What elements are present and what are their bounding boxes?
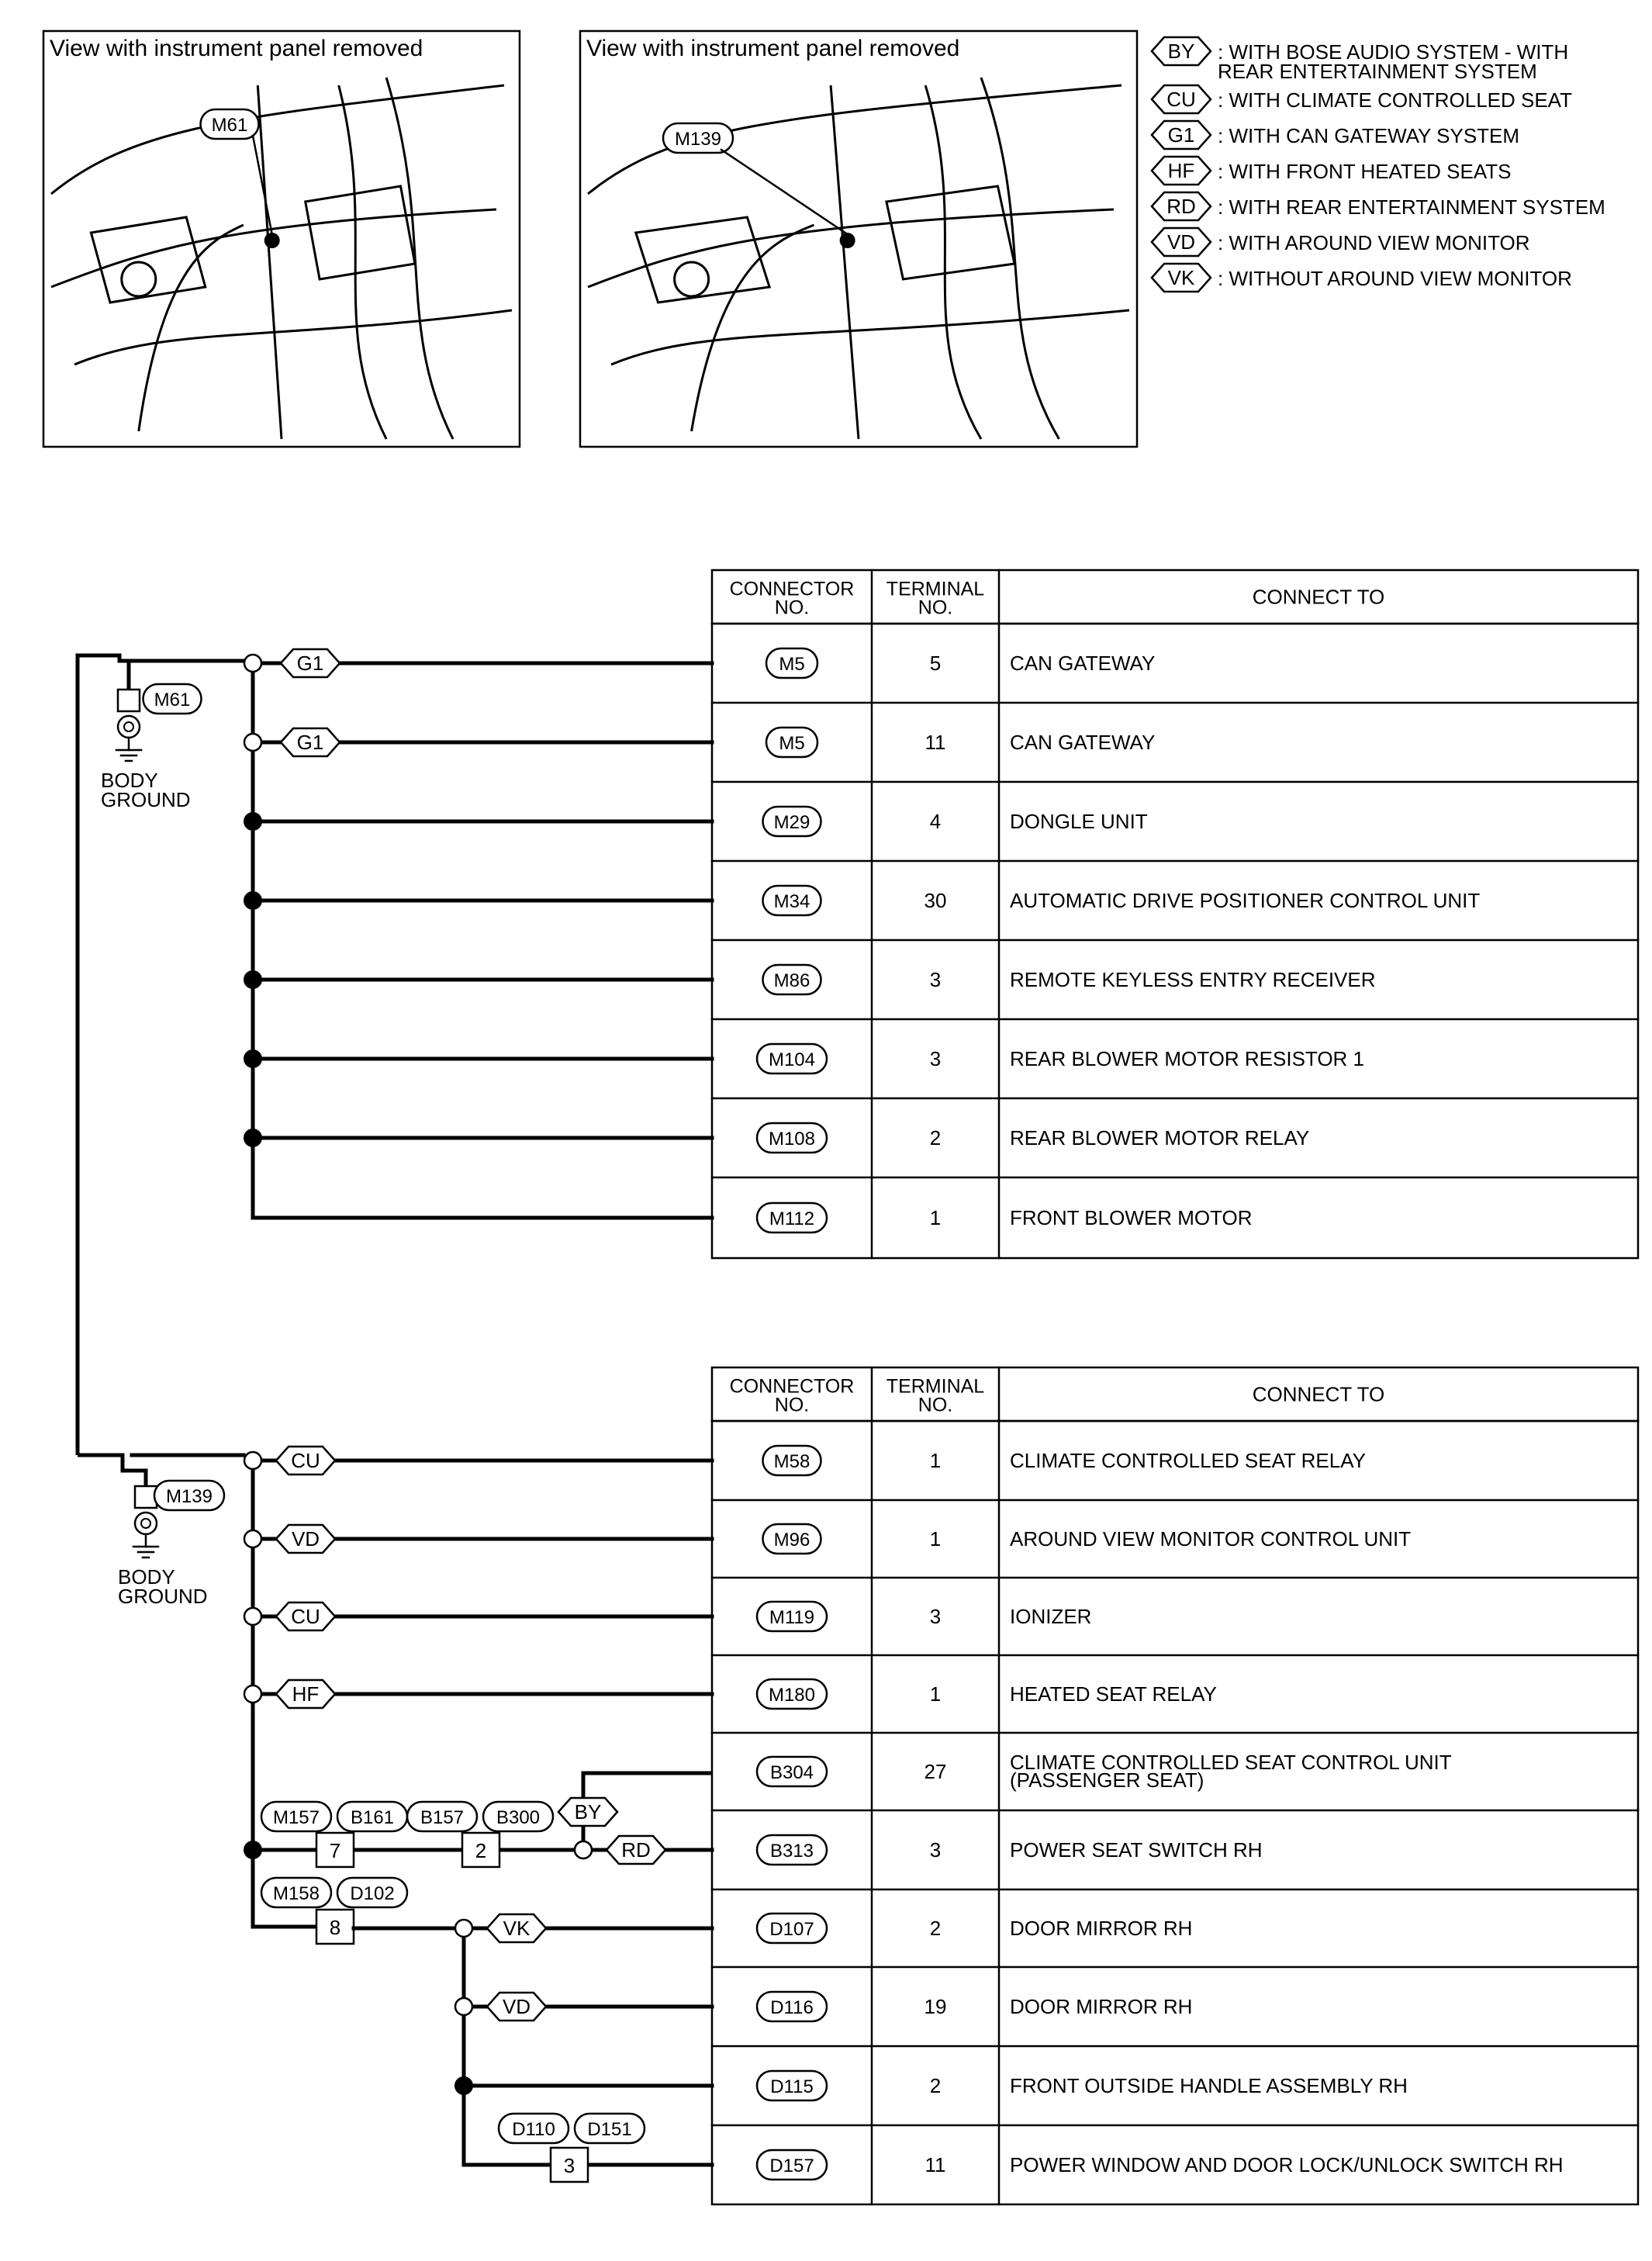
row-terminal: 1	[929, 1449, 942, 1472]
option-code-label: CU	[291, 1605, 320, 1628]
option-code-label: VD	[1166, 230, 1196, 254]
option-code-label: BY	[1167, 40, 1195, 63]
ground-label: GROUND	[101, 788, 191, 811]
option-code-label: VK	[503, 1917, 531, 1940]
connector-id-label: M180	[768, 1685, 816, 1706]
junction-number: 2	[475, 1839, 487, 1862]
table-row	[757, 1914, 1192, 1943]
header-terminal-no: NO.	[918, 1394, 953, 1416]
connector-id-label: D107	[769, 1919, 814, 1940]
lower-wiring	[78, 1447, 712, 2182]
upper-wiring	[78, 649, 712, 1455]
open-splice	[244, 1530, 261, 1547]
table-row	[757, 1044, 1364, 1073]
row-connect-to: HEATED SEAT RELAY	[1010, 1682, 1217, 1706]
header-terminal-no: TERMINAL	[886, 578, 985, 600]
option-code-label: G1	[296, 652, 324, 675]
connector-id-label: M86	[773, 970, 810, 991]
ground-label: BODY	[118, 1565, 175, 1589]
table-row	[757, 1679, 1217, 1709]
photo-frame	[580, 31, 1137, 447]
connector-id-label: D151	[587, 2119, 632, 2140]
connector-id-label: M58	[773, 1451, 810, 1472]
row-connect-to: (PASSENGER SEAT)	[1010, 1768, 1204, 1792]
ground-label: BODY	[101, 769, 158, 792]
table-row	[757, 1203, 1253, 1232]
row-connect-to: POWER WINDOW AND DOOR LOCK/UNLOCK SWITCH RH	[1010, 2153, 1564, 2176]
row-connect-to: IONIZER	[1010, 1605, 1092, 1628]
table-row	[757, 1751, 1452, 1792]
table-row	[763, 886, 1481, 915]
photo-caption: View with instrument panel removed	[586, 36, 960, 61]
body-ground-m61	[101, 684, 202, 811]
row-connect-to: REMOTE KEYLESS ENTRY RECEIVER	[1010, 968, 1376, 991]
row-connect-to: CAN GATEWAY	[1010, 731, 1156, 754]
option-code-label: HF	[1167, 159, 1195, 182]
row-connect-to: CLIMATE CONTROLLED SEAT CONTROL UNIT	[1010, 1751, 1452, 1774]
row-connect-to: REAR BLOWER MOTOR RELAY	[1010, 1126, 1310, 1150]
table-row	[763, 807, 1148, 836]
table-row	[757, 1602, 1091, 1631]
ground-table-1	[712, 570, 1638, 1258]
header-terminal-no: TERMINAL	[886, 1375, 985, 1398]
row-connect-to: CLIMATE CONTROLLED SEAT RELAY	[1010, 1449, 1366, 1472]
connector-id-label: M5	[779, 733, 805, 754]
connector-id-label: D102	[350, 1883, 395, 1904]
solid-splice	[244, 1841, 262, 1859]
connector-id-label: M158	[272, 1883, 320, 1904]
option-code-label: VK	[1167, 266, 1195, 289]
legend-text: : WITH FRONT HEATED SEATS	[1218, 160, 1512, 183]
photo-caption: View with instrument panel removed	[50, 36, 423, 61]
header-terminal-no: NO.	[918, 596, 953, 619]
photo-frame	[43, 31, 520, 447]
row-connect-to: REAR BLOWER MOTOR RESISTOR 1	[1010, 1047, 1365, 1070]
ground-eyelet	[135, 1513, 157, 1534]
row-connect-to: AUTOMATIC DRIVE POSITIONER CONTROL UNIT	[1010, 889, 1481, 912]
open-splice	[244, 1685, 261, 1703]
connector-id-label: M5	[779, 654, 805, 675]
row-terminal: 5	[929, 652, 942, 675]
connector-id-label: M139	[165, 1486, 213, 1507]
row-terminal: 27	[924, 1760, 947, 1783]
connector-id-label: M119	[769, 1607, 815, 1628]
ground-terminal	[135, 1486, 157, 1508]
row-terminal: 2	[929, 2074, 942, 2097]
connector-id-label: M104	[768, 1049, 816, 1070]
legend-text: : WITH AROUND VIEW MONITOR	[1218, 231, 1530, 254]
option-code-label: CU	[1166, 88, 1196, 111]
row-terminal: 19	[924, 1995, 947, 2018]
option-code-label: VD	[502, 1995, 531, 2018]
header-connector-no: NO.	[774, 596, 810, 619]
row-terminal: 11	[924, 731, 946, 754]
legend-text: : WITH REAR ENTERTAINMENT SYSTEM	[1218, 195, 1605, 219]
header-connector-no: CONNECTOR	[729, 578, 855, 600]
row-terminal: 3	[929, 1838, 942, 1862]
option-code-label: G1	[1167, 123, 1195, 147]
ground-eyelet	[124, 722, 133, 731]
table-row	[757, 1992, 1192, 2021]
open-splice	[244, 1608, 261, 1625]
row-terminal: 2	[929, 1917, 942, 1940]
ground-eyelet	[118, 716, 140, 738]
header-connect-to: CONNECT TO	[1252, 585, 1385, 609]
row-connect-to: CAN GATEWAY	[1010, 652, 1156, 675]
open-splice	[455, 1998, 472, 2015]
solid-splice	[244, 812, 262, 831]
option-legend	[1152, 37, 1605, 292]
table-row	[763, 1524, 1412, 1554]
open-splice	[455, 1920, 472, 1937]
legend-text: REAR ENTERTAINMENT SYSTEM	[1218, 60, 1537, 83]
connector-id-label: M61	[154, 690, 191, 710]
connector-id-label: D115	[770, 2076, 814, 2097]
open-splice	[575, 1841, 592, 1858]
junction-number: 7	[329, 1839, 341, 1862]
legend-text: : WITHOUT AROUND VIEW MONITOR	[1218, 267, 1572, 290]
solid-splice	[454, 2076, 473, 2095]
ground-terminal	[118, 690, 140, 711]
body-ground-m139	[118, 1481, 224, 1608]
connector-id-label: M108	[768, 1129, 816, 1150]
connector-id-label: M34	[773, 891, 810, 912]
table-frame	[712, 570, 1638, 1258]
ground-eyelet	[141, 1519, 150, 1528]
option-code-label: RD	[1166, 195, 1196, 218]
header-connect-to: CONNECT TO	[1252, 1382, 1385, 1406]
photo-panel-left	[43, 31, 520, 447]
table-row	[763, 1446, 1366, 1475]
legend-text: : WITH CAN GATEWAY SYSTEM	[1218, 124, 1520, 147]
row-terminal: 3	[929, 1047, 942, 1070]
option-code-label: BY	[574, 1800, 602, 1824]
row-terminal: 3	[929, 1605, 942, 1628]
table-row	[757, 2071, 1408, 2100]
connector-id-label: B313	[769, 1841, 814, 1862]
row-terminal: 1	[929, 1527, 942, 1551]
legend-text: : WITH CLIMATE CONTROLLED SEAT	[1218, 88, 1572, 112]
connector-id-label: D157	[769, 2156, 814, 2176]
table-row	[757, 2150, 1564, 2180]
connector-id-label: M112	[769, 1208, 815, 1229]
solid-splice	[244, 970, 262, 989]
connector-id-label: D116	[770, 1997, 814, 2018]
header-connector-no: NO.	[774, 1394, 810, 1416]
option-code-label: CU	[291, 1449, 320, 1472]
junction-number: 8	[329, 1916, 341, 1939]
row-connect-to: AROUND VIEW MONITOR CONTROL UNIT	[1010, 1527, 1412, 1551]
open-splice	[244, 1452, 261, 1469]
row-terminal: 1	[929, 1206, 942, 1229]
connector-id-label: D110	[512, 2119, 555, 2140]
row-terminal: 1	[929, 1682, 942, 1706]
ground-table-2	[712, 1367, 1638, 2204]
junction-number: 3	[563, 2154, 575, 2177]
solid-splice	[244, 1049, 262, 1068]
connector-id-label: B300	[496, 1807, 541, 1828]
ground-label: GROUND	[118, 1585, 208, 1608]
connector-id-label: B161	[350, 1807, 395, 1828]
connector-id-label: M139	[674, 129, 722, 150]
row-connect-to: DONGLE UNIT	[1010, 810, 1148, 833]
connector-id-label: B157	[420, 1807, 465, 1828]
solid-splice	[244, 891, 262, 910]
table-row	[757, 1835, 1263, 1865]
row-terminal: 3	[929, 968, 942, 991]
open-splice	[244, 655, 261, 672]
row-terminal: 30	[924, 889, 947, 912]
legend-text: : WITH BOSE AUDIO SYSTEM - WITH	[1218, 40, 1569, 64]
open-splice	[244, 734, 261, 751]
row-terminal: 4	[929, 810, 942, 833]
connector-id-label: M61	[211, 115, 248, 136]
table-row	[766, 728, 1155, 757]
solid-splice	[244, 1129, 262, 1147]
option-code-label: G1	[296, 731, 324, 754]
option-code-label: VD	[291, 1527, 320, 1551]
row-connect-to: POWER SEAT SWITCH RH	[1010, 1838, 1263, 1862]
option-code-label: HF	[292, 1682, 320, 1706]
connector-id-label: M157	[272, 1807, 320, 1828]
row-terminal: 11	[924, 2153, 946, 2176]
connector-id-label: M96	[773, 1530, 810, 1551]
row-connect-to: FRONT BLOWER MOTOR	[1010, 1206, 1253, 1229]
table-row	[757, 1123, 1309, 1153]
row-connect-to: DOOR MIRROR RH	[1010, 1995, 1193, 2018]
connector-id-label: B304	[769, 1762, 814, 1783]
header-connector-no: CONNECTOR	[729, 1375, 855, 1398]
row-terminal: 2	[929, 1126, 942, 1150]
photo-panel-right	[580, 31, 1137, 447]
row-connect-to: DOOR MIRROR RH	[1010, 1917, 1193, 1940]
row-connect-to: FRONT OUTSIDE HANDLE ASSEMBLY RH	[1010, 2074, 1408, 2097]
connector-id-label: M29	[773, 812, 810, 833]
option-code-label: RD	[621, 1838, 651, 1862]
main-ground-wire	[78, 1455, 146, 1486]
table-row	[763, 965, 1376, 994]
table-row	[766, 648, 1155, 678]
